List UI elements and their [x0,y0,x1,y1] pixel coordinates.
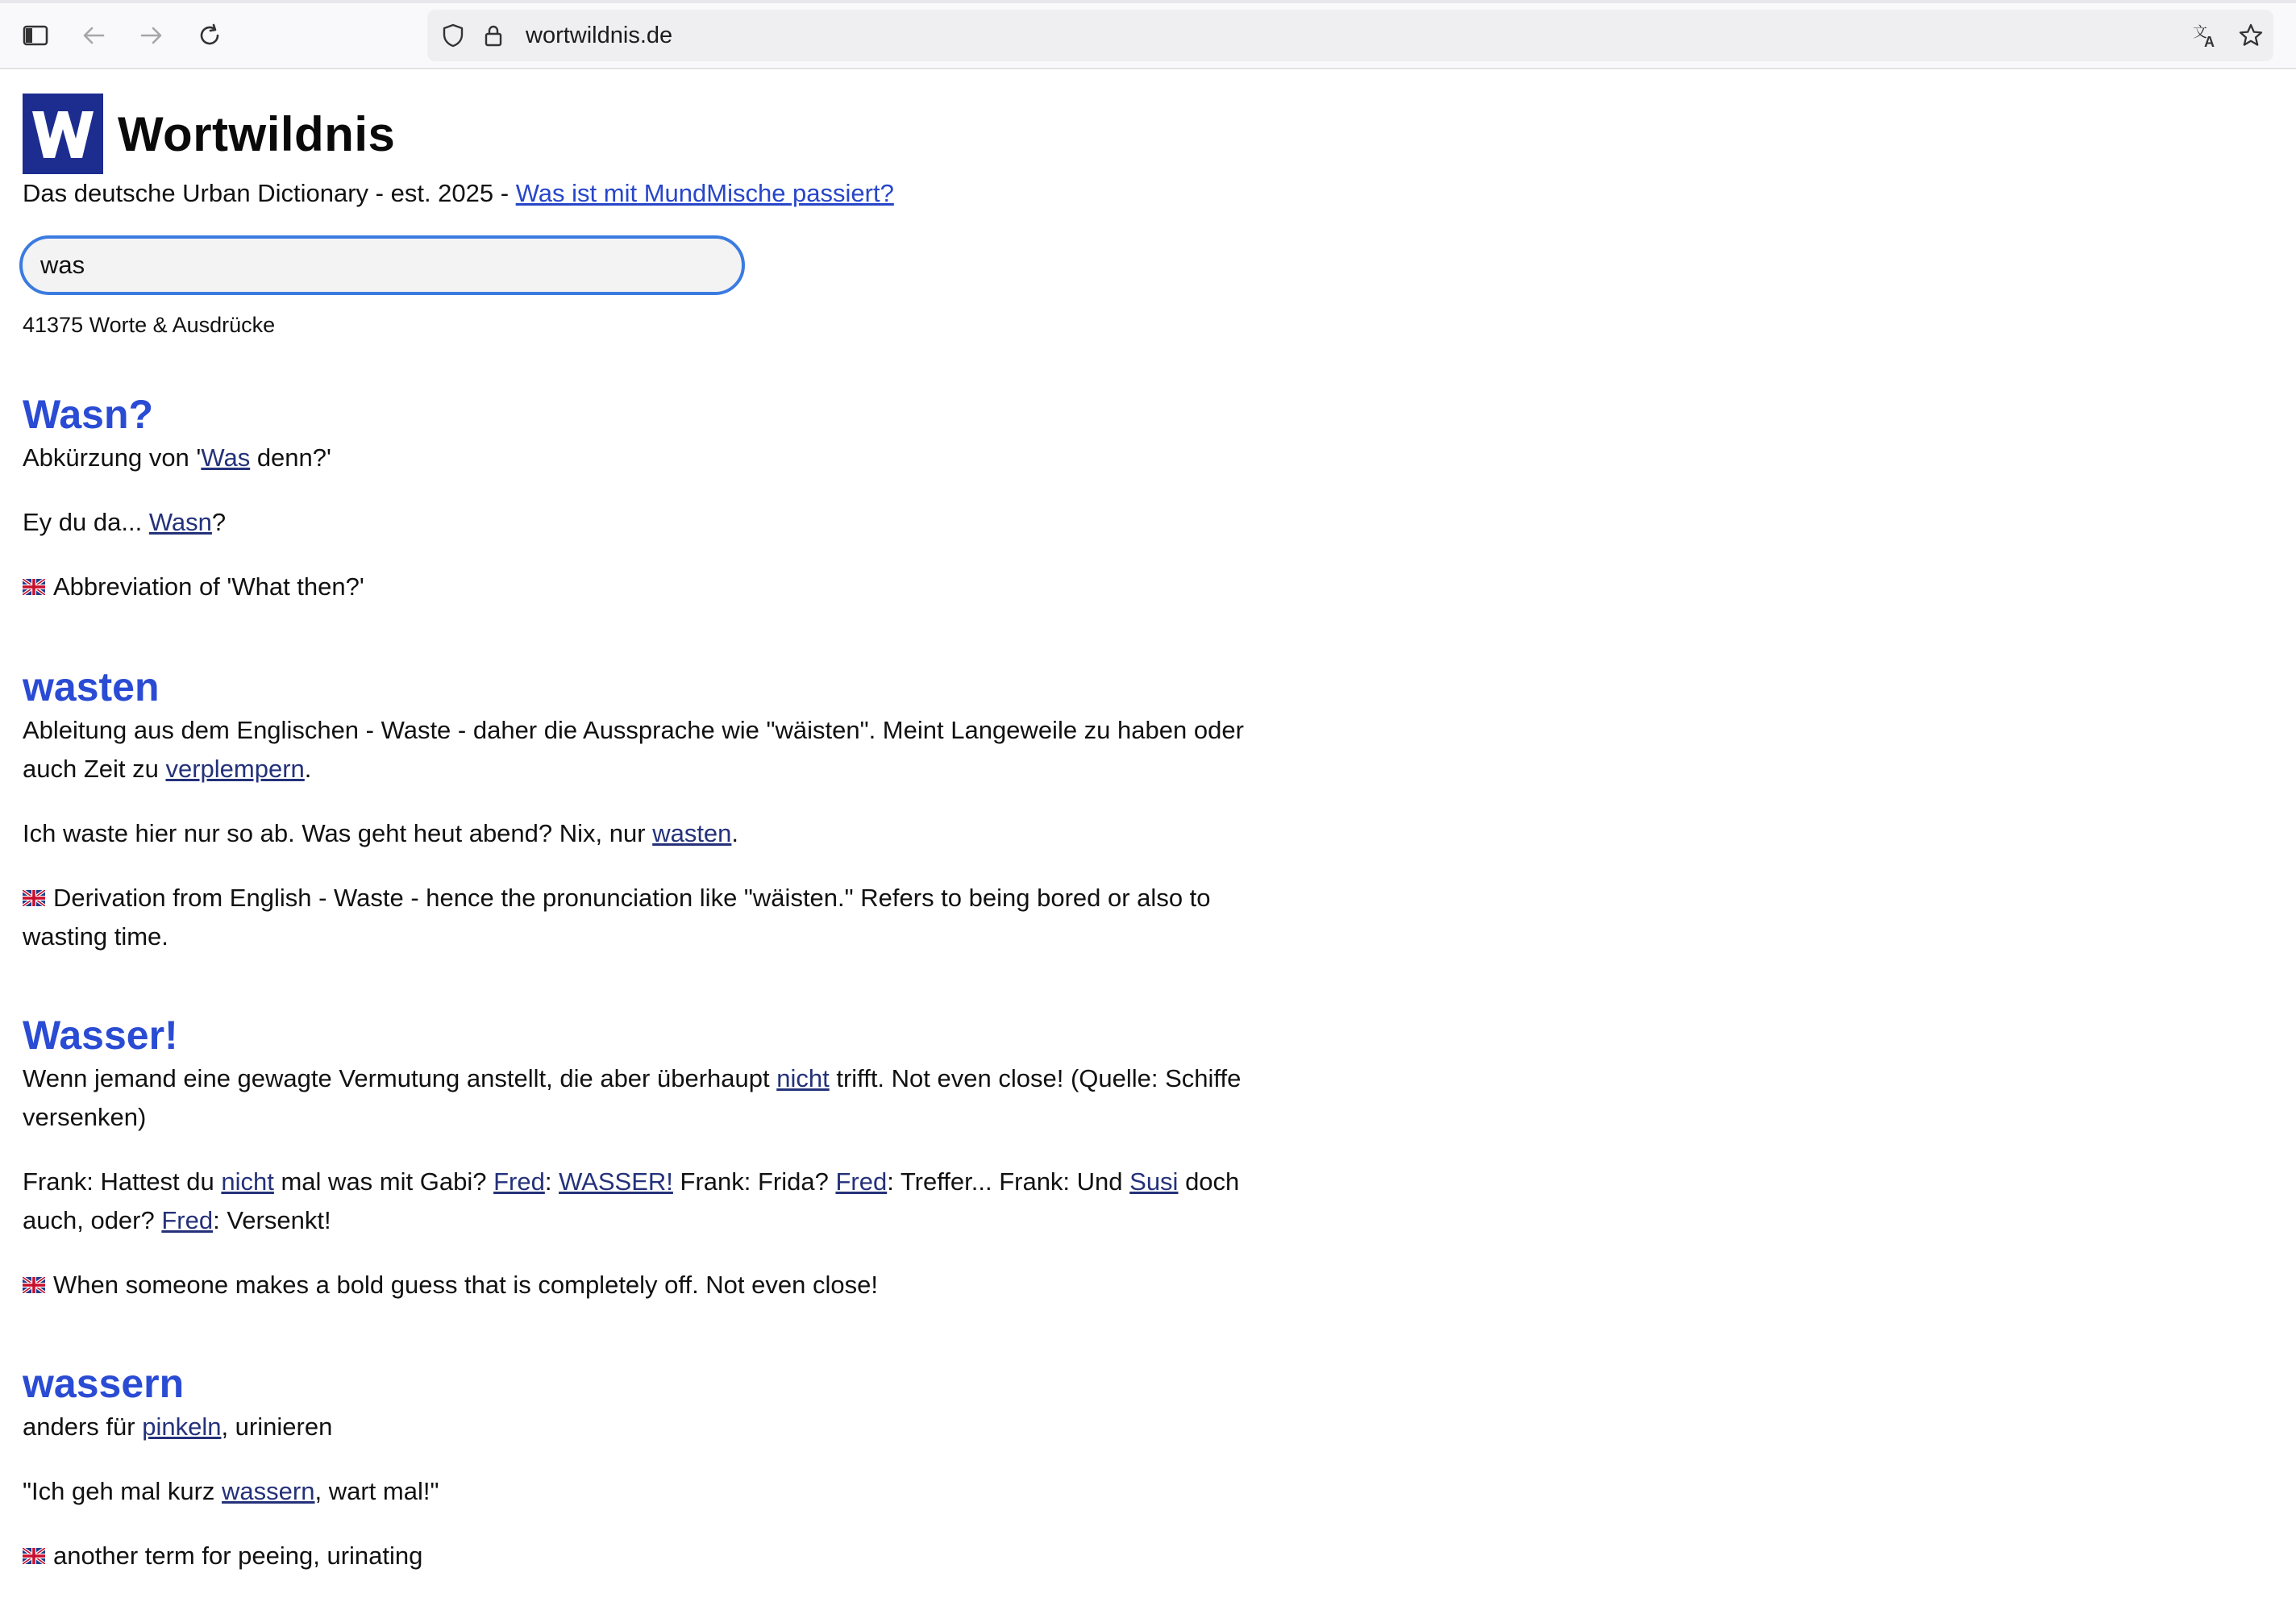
dictionary-entry [23,1011,1248,1304]
text-segment: , urinieren [221,1413,333,1441]
text-segment: denn?' [250,443,331,472]
dictionary-entry [23,663,1248,956]
entry-english-translation [23,879,1248,956]
text-segment: anders für [23,1413,143,1441]
entry-definition [23,711,1248,788]
text-segment: Frank: Hattest du [23,1167,222,1196]
bookmark-star-icon[interactable] [2235,19,2267,52]
word-link[interactable]: wasten [652,819,732,847]
site-logo[interactable] [23,94,103,174]
uk-flag-icon [23,1548,45,1564]
site-title[interactable]: Wortwildnis [118,106,396,161]
entry-english-translation [23,568,1248,606]
tagline-text: Das deutsche Urban Dictionary - est. 2025 - [23,179,516,207]
forward-arrow-icon[interactable] [134,18,169,53]
text-segment: : Treffer... Frank: Und [887,1167,1130,1196]
site-header [23,94,395,174]
site-tagline [23,177,894,210]
address-bar[interactable] [427,10,2273,61]
entry-count: 41375 Worte & Ausdrücke [23,313,276,337]
entry-title[interactable]: Wasser! [23,1013,178,1058]
word-link[interactable]: Fred [835,1167,888,1196]
word-link[interactable]: nicht [221,1167,274,1196]
english-text: another term for peeing, urinating [53,1542,423,1570]
text-segment: : [544,1167,559,1196]
tracking-shield-icon[interactable] [437,19,469,52]
entry-example [23,503,1248,542]
tab-strip-edge [0,0,2296,3]
browser-toolbar [0,0,2296,69]
text-segment: Abkürzung von ' [23,443,202,472]
entry-example [23,1163,1248,1240]
text-segment: mal was mit Gabi? [273,1167,494,1196]
word-link[interactable]: Susi [1129,1167,1179,1196]
uk-flag-icon [23,890,45,906]
english-text: When someone makes a bold guess that is completely off. Not even close! [53,1271,878,1299]
english-text: Derivation from English - Waste - hence the pronunciation like "wäisten." Refers to being bored or also to wasting time. [23,884,1211,951]
entry-title[interactable]: Wasn? [23,392,154,437]
uk-flag-icon [23,579,45,595]
entry-definition [23,1408,1248,1446]
text-segment: , wart mal!" [314,1477,439,1505]
word-link[interactable]: WASSER! [559,1167,673,1196]
word-link[interactable]: wassern [222,1477,315,1505]
translate-icon[interactable] [2190,19,2222,52]
english-text: Abbreviation of 'What then?' [53,572,364,601]
word-link[interactable]: Wasn [148,508,212,536]
entry-title[interactable]: wassern [23,1361,185,1406]
text-segment: : Versenkt! [213,1206,331,1234]
text-segment: "Ich geh mal kurz [23,1477,223,1505]
svg-text:文: 文 [2193,24,2207,40]
dictionary-entry [23,390,1248,606]
uk-flag-icon [23,1277,45,1293]
word-link[interactable]: Was [201,443,251,472]
entry-example [23,814,1248,853]
text-segment: Wenn jemand eine gewagte Vermutung anstellt, die aber überhaupt [23,1064,777,1092]
mundmische-link[interactable]: Was ist mit MundMische passiert? [515,179,894,207]
text-segment: trifft. Not even close! (Quelle: Schiffe versenken) [23,1064,1242,1131]
text-segment: ? [211,508,227,536]
entry-english-translation [23,1537,1248,1575]
word-link[interactable]: Fred [161,1206,214,1234]
dictionary-entry [23,1359,1248,1575]
search-input[interactable] [19,235,745,295]
entry-definition [23,439,1248,477]
svg-text:A: A [2204,34,2215,48]
text-segment: Ableitung aus dem Englischen - Waste - daher die Aussprache wie "wäisten". Meint Langeweile zu haben oder auch Zeit zu [23,716,1244,783]
lock-icon[interactable] [477,19,510,52]
text-segment: doch auch, oder? [23,1167,1240,1234]
entry-example [23,1472,1248,1511]
text-segment: . [304,755,312,783]
url-text[interactable]: wortwildnis.de [526,23,673,48]
word-link[interactable]: pinkeln [142,1413,222,1441]
sidebar-toggle-icon[interactable] [18,18,53,53]
word-link[interactable]: Fred [493,1167,545,1196]
back-arrow-icon[interactable] [76,18,111,53]
text-segment: . [731,819,739,847]
entry-english-translation [23,1266,1248,1304]
text-segment: Ich waste hier nur so ab. Was geht heut abend? Nix, nur [23,819,653,847]
entry-definition [23,1059,1248,1137]
word-link[interactable]: verplempern [165,755,305,783]
reload-icon[interactable] [192,18,227,53]
text-segment: Frank: Frida? [672,1167,836,1196]
entry-title[interactable]: wasten [23,664,160,709]
text-segment: Ey du da... [23,508,149,536]
word-link[interactable]: nicht [776,1064,830,1092]
